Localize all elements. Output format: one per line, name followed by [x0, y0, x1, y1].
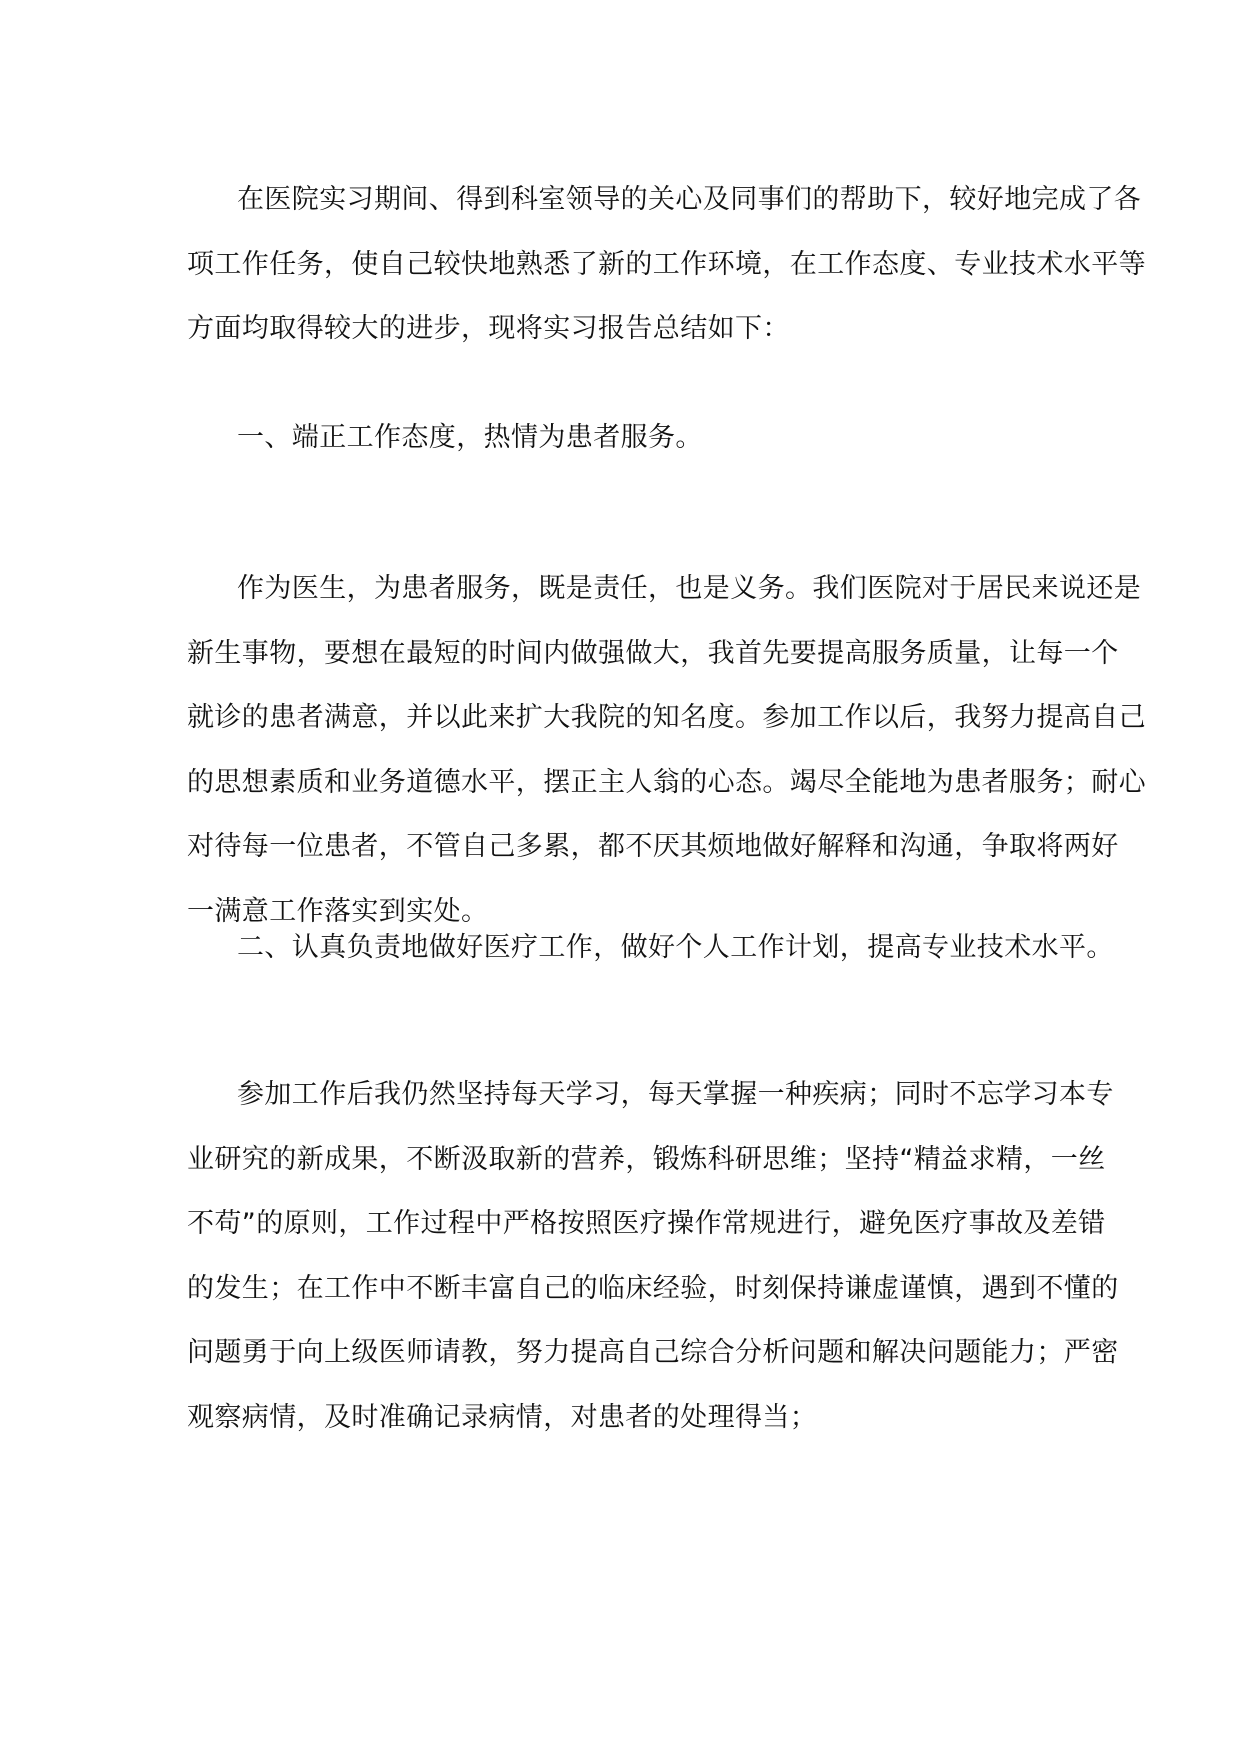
intro-line-1: 在医院实习期间、得到科室领导的关心及同事们的帮助下，较好地完成了各: [237, 184, 1142, 215]
section-2-line-6: 观察病情，及时准确记录病情，对患者的处理得当；: [187, 1401, 818, 1433]
intro-line-2: 项工作任务，使自己较快地熟悉了新的工作环境，在工作态度、专业技术水平等: [187, 248, 1146, 280]
section-1-line-2: 新生事物，要想在最短的时间内做强做大，我首先要提高服务质量，让每一个: [187, 637, 1119, 669]
section-1-line-3: 就诊的患者满意，并以此来扩大我院的知名度。参加工作以后，我努力提高自己: [187, 702, 1146, 733]
section-2-line-1: 参加工作后我仍然坚持每天学习，每天掌握一种疾病；同时不忘学习本专: [237, 1079, 1114, 1110]
intro-paragraph: [187, 168, 1146, 362]
section-2-line-3: 不苟”的原则，工作过程中严格按照医疗操作常规进行，避免医疗事故及差错: [187, 1208, 1106, 1239]
intro-line-3: 方面均取得较大的进步，现将实习报告总结如下：: [187, 313, 790, 344]
section-2-paragraph: [187, 1063, 1119, 1450]
section-1-line-4: 的思想素质和业务道德水平，摆正主人翁的心态。竭尽全能地为患者服务；耐心: [187, 766, 1146, 798]
section-1-heading: 一、端正工作态度，热情为患者服务。: [237, 422, 703, 453]
section-1-line-5: 对待每一位患者，不管自己多累，都不厌其烦地做好解释和沟通，争取将两好: [187, 831, 1119, 862]
section-1-line-6: 一满意工作落实到实处。: [187, 895, 489, 927]
section-1-paragraph: [187, 557, 1146, 944]
section-2-line-2: 业研究的新成果，不断汲取新的营养，锻炼科研思维；坚持“精益求精，一丝: [187, 1143, 1106, 1175]
section-2-line-4: 的发生；在工作中不断丰富自己的临床经验，时刻保持谦虚谨慎，遇到不懂的: [187, 1272, 1119, 1304]
section-2-heading: 二、认真负责地做好医疗工作，做好个人工作计划，提高专业技术水平。: [237, 932, 1114, 963]
section-1-line-1: 作为医生，为患者服务，既是责任，也是义务。我们医院对于居民来说还是: [237, 573, 1142, 604]
section-2-line-5: 问题勇于向上级医师请教，努力提高自己综合分析问题和解决问题能力；严密: [187, 1337, 1119, 1368]
